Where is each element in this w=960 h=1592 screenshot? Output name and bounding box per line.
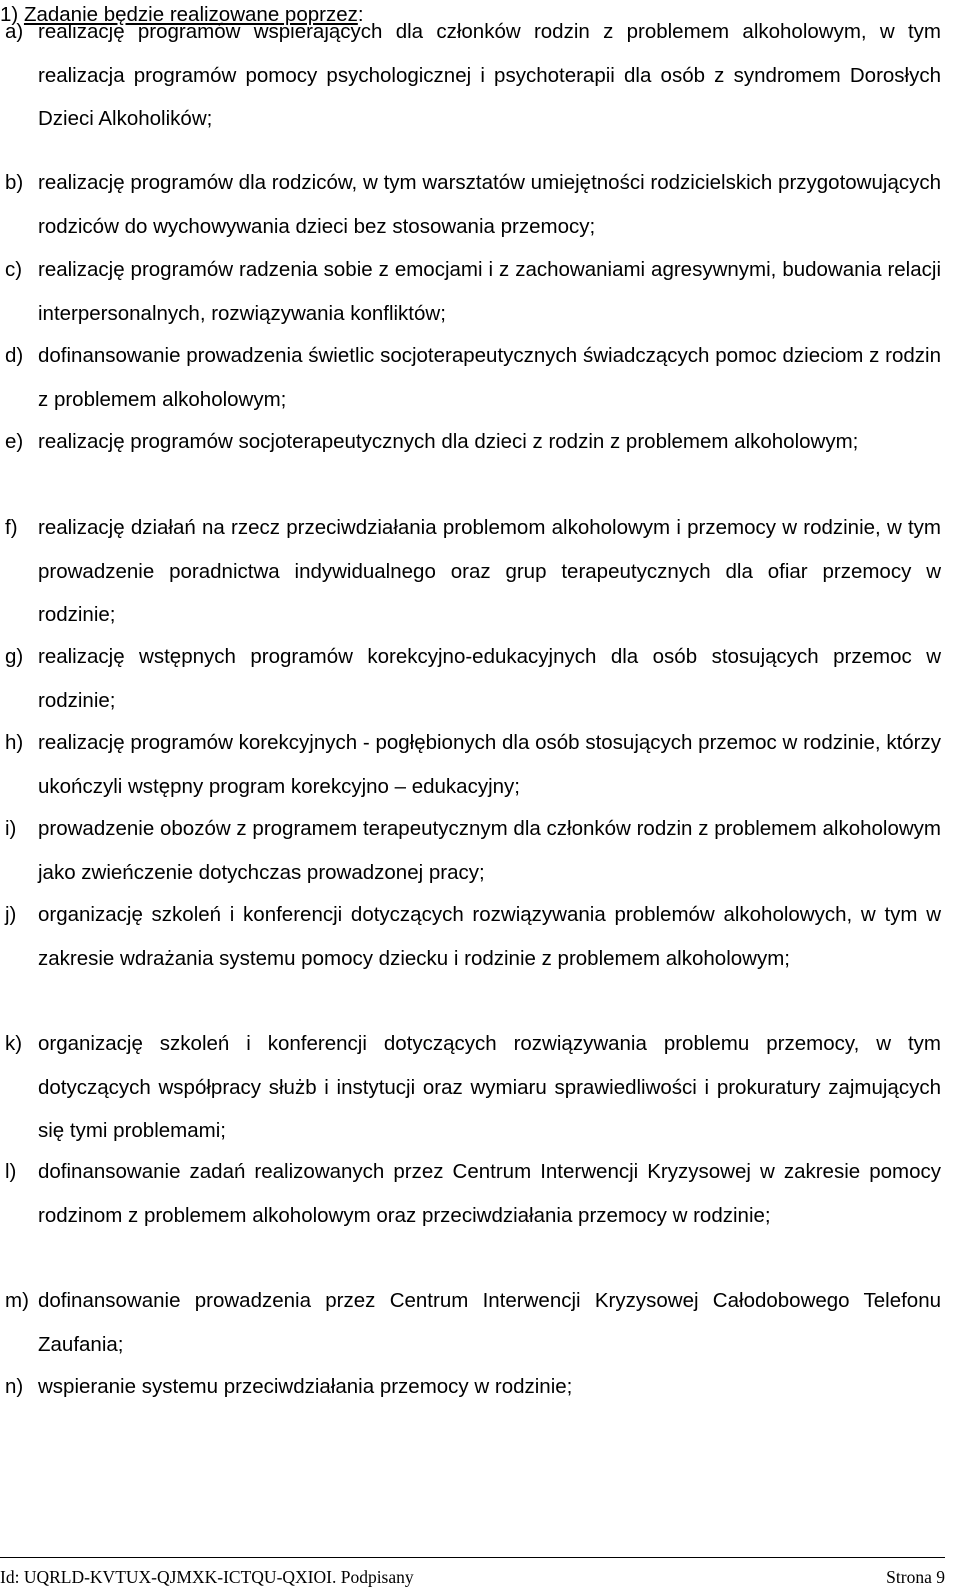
list-item-text: realizację programów socjoterapeutycznych dla dzieci z rodzin z problemem alkoholowym; <box>38 430 859 453</box>
list-item-text: dofinansowanie prowadzenia świetlic socjoterapeutycznych świadczących pomoc dzieciom z rodzin z problemem alkoholowym; <box>38 344 941 411</box>
list-marker: g) <box>5 645 24 668</box>
list-marker: b) <box>5 171 24 194</box>
list-marker: m) <box>5 1289 29 1312</box>
list-item-text: dofinansowanie prowadzenia przez Centrum Interwencji Kryzysowej Całodobowego Telefonu Zaufania; <box>38 1289 941 1356</box>
heading-title: Zadanie będzie realizowane poprzez <box>23 3 358 26</box>
list-item-text: realizację programów korekcyjnych - pogłębionych dla osób stosujących przemoc w rodzinie, którzy ukończyli wstępny program korekcyjno – edukacyjny; <box>38 731 941 798</box>
page-number: Strona 9 <box>886 1567 945 1587</box>
list-marker: k) <box>5 1032 23 1055</box>
list-item-text: organizację szkoleń i konferencji dotyczących rozwiązywania problemów alkoholowych, w tym w zakresie wdrażania systemu pomocy dziecku i rodzinie z problemem alkoholowym; <box>38 903 941 970</box>
list-marker: f) <box>5 516 18 539</box>
list-marker: e) <box>5 430 24 453</box>
list-item-text: dofinansowanie zadań realizowanych przez Centrum Interwencji Kryzysowej w zakresie pomocy rodzinom z problemem alkoholowym oraz przeciwdziałania przemocy w rodzinie; <box>38 1160 941 1227</box>
list-marker: i) <box>5 817 17 840</box>
list-item-text: organizację szkoleń i konferencji dotyczących rozwiązywania problemu przemocy, w tym dotyczących współpracy służb i instytucji oraz wymiaru sprawiedliwości i prokuratury zajmujących się tymi problemami; <box>38 1032 941 1142</box>
list-marker: d) <box>5 344 24 367</box>
list-item-text: realizację programów dla rodziców, w tym warsztatów umiejętności rodzicielskich przygotowujących rodziców do wychowywania dzieci bez stosowania przemocy; <box>38 171 941 238</box>
document-id: Id: UQRLD-KVTUX-QJMXK-ICTQU-QXIOI. Podpisany <box>0 1567 414 1587</box>
list-item-text: realizację programów wspierających dla członków rodzin z problemem alkoholowym, w tym realizacja programów pomocy psychologicznej i psychoterapii dla osób z syndromem Dorosłych Dzieci Alkoholików; <box>38 20 941 130</box>
list-marker: c) <box>5 258 23 281</box>
list-item-text: realizację programów radzenia sobie z emocjami i z zachowaniami agresywnymi, budowania relacji interpersonalnych, rozwiązywania konfliktów; <box>38 258 941 325</box>
list-item-text: wspieranie systemu przeciwdziałania przemocy w rodzinie; <box>38 1375 573 1398</box>
list-item-text: realizację wstępnych programów korekcyjno-edukacyjnych dla osób stosujących przemoc w rodzinie; <box>38 645 941 712</box>
list-item-text: prowadzenie obozów z programem terapeutycznym dla członków rodzin z problemem alkoholowym jako zwieńczenie dotychczas prowadzonej pracy; <box>38 817 941 884</box>
list-marker: n) <box>5 1375 24 1398</box>
heading-number: 1) <box>0 3 24 26</box>
list-item-text: realizację działań na rzecz przeciwdziałania problemom alkoholowym i przemocy w rodzinie, w tym prowadzenie poradnictwa indywidualnego oraz grup terapeutycznych dla ofiar przemocy w rodzinie; <box>38 516 941 626</box>
list-marker: h) <box>5 731 24 754</box>
list-marker: l) <box>5 1160 17 1183</box>
list-marker: a) <box>5 20 24 43</box>
footer-divider <box>0 1557 945 1558</box>
list-marker: j) <box>5 903 17 926</box>
heading-colon: : <box>357 3 364 26</box>
